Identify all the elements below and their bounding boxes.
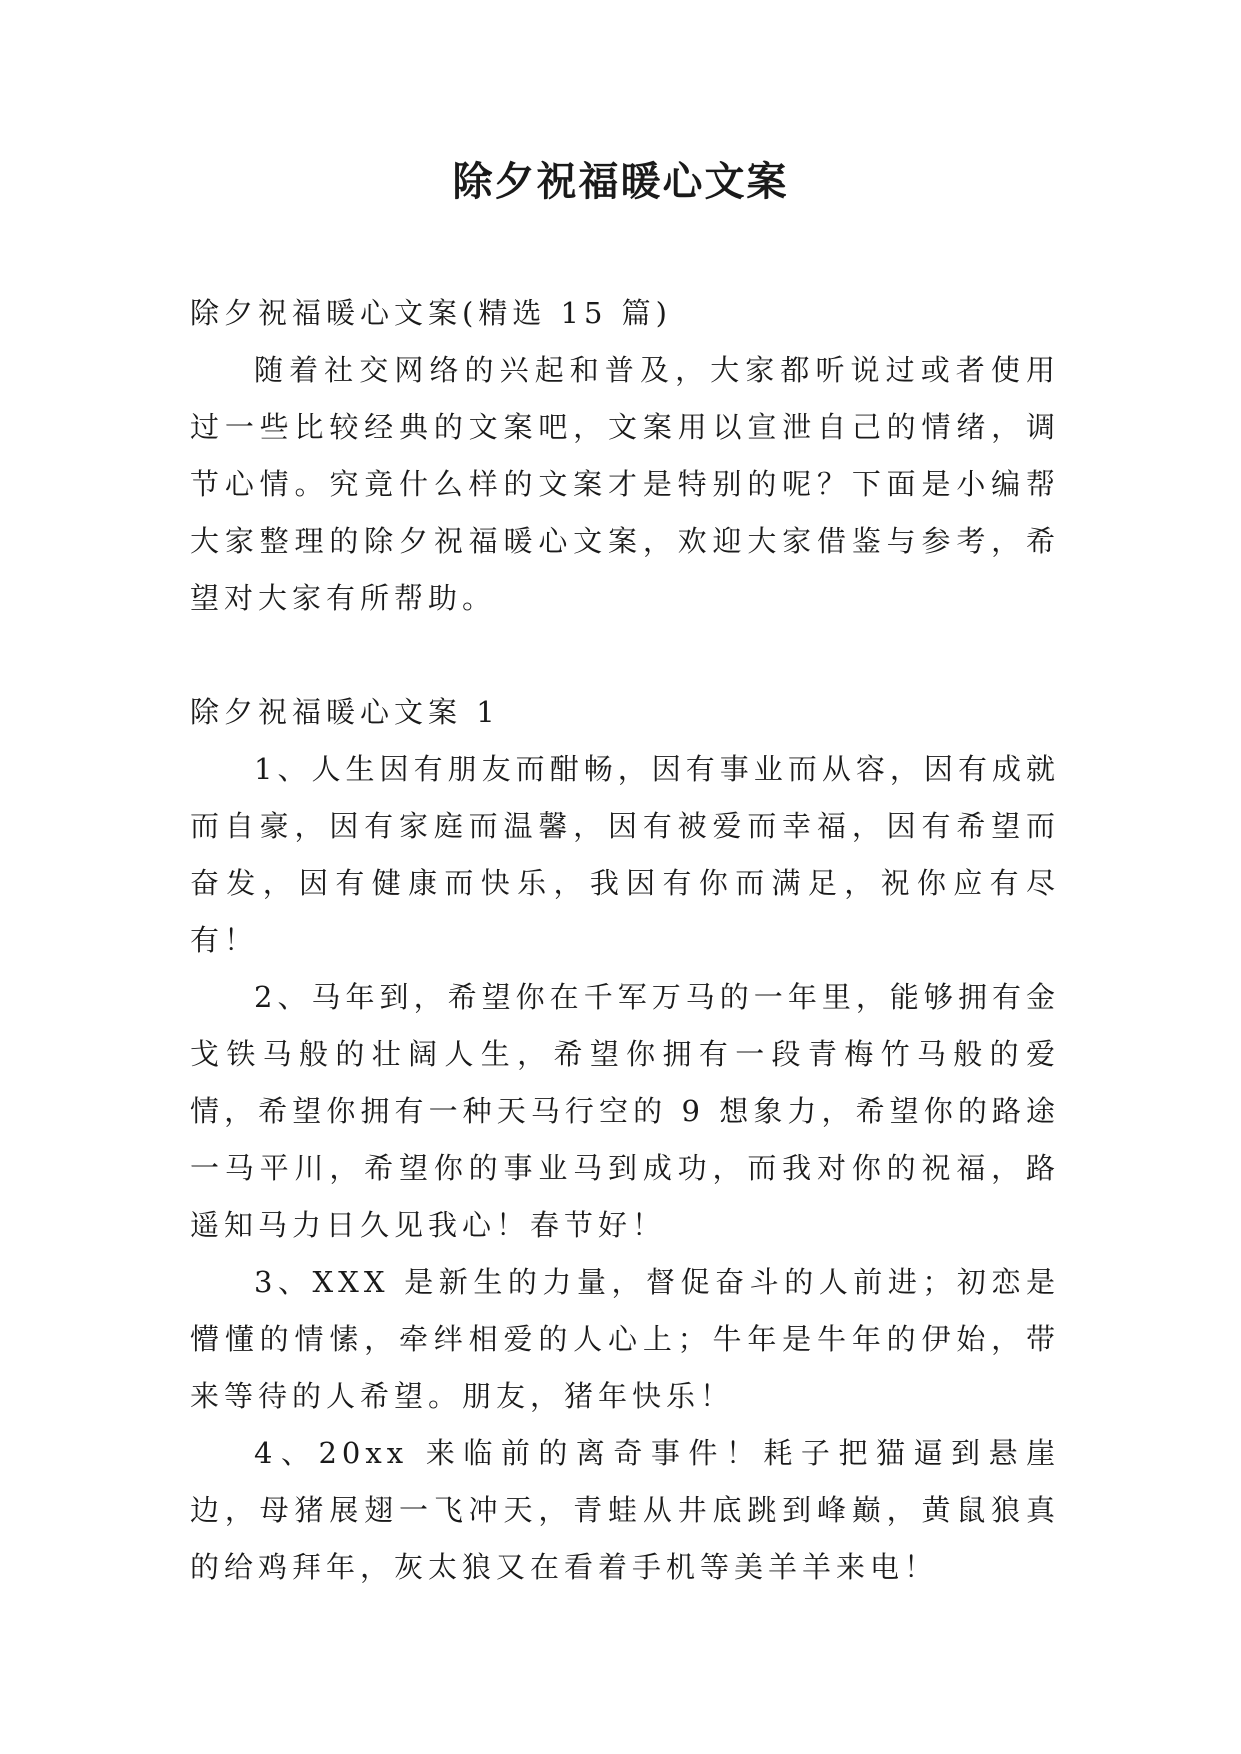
- list-item: 2、马年到，希望你在千军万马的一年里，能够拥有金戈铁马般的壮阔人生，希望你拥有一段青梅竹马般的爱情，希望你拥有一种天马行空的 9 想象力，希望你的路途一马平川，希望你的事业马到成功，而我对你的祝福，路遥知马力日久见我心！春节好！: [190, 980, 1060, 1242]
- document-subtitle: 除夕祝福暖心文案(精选 15 篇): [190, 296, 672, 330]
- list-item: 4、20xx 来临前的离奇事件！耗子把猫逼到悬崖边，母猪展翅一飞冲天，青蛙从井底跳到峰巅，黄鼠狼真的给鸡拜年，灰太狼又在看着手机等美羊羊来电！: [190, 1436, 1060, 1584]
- list-item: 3、XXX 是新生的力量，督促奋斗的人前进；初恋是懵懂的情愫，牵绊相爱的人心上；牛年是牛年的伊始，带来等待的人希望。朋友，猪年快乐！: [190, 1265, 1060, 1413]
- document-body: [190, 285, 1060, 1596]
- document-title: 除夕祝福暖心文案: [452, 158, 789, 205]
- intro-paragraph: 随着社交网络的兴起和普及，大家都听说过或者使用过一些比较经典的文案吧，文案用以宣泄自己的情绪，调节心情。究竟什么样的文案才是特别的呢？下面是小编帮大家整理的除夕祝福暖心文案，欢迎大家借鉴与参考，希望对大家有所帮助。: [190, 353, 1060, 615]
- list-item: 1、人生因有朋友而酣畅，因有事业而从容，因有成就而自豪，因有家庭而温馨，因有被爱而幸福，因有希望而奋发，因有健康而快乐，我因有你而满足，祝你应有尽有！: [190, 752, 1060, 957]
- section-heading: 除夕祝福暖心文案 1: [190, 695, 500, 729]
